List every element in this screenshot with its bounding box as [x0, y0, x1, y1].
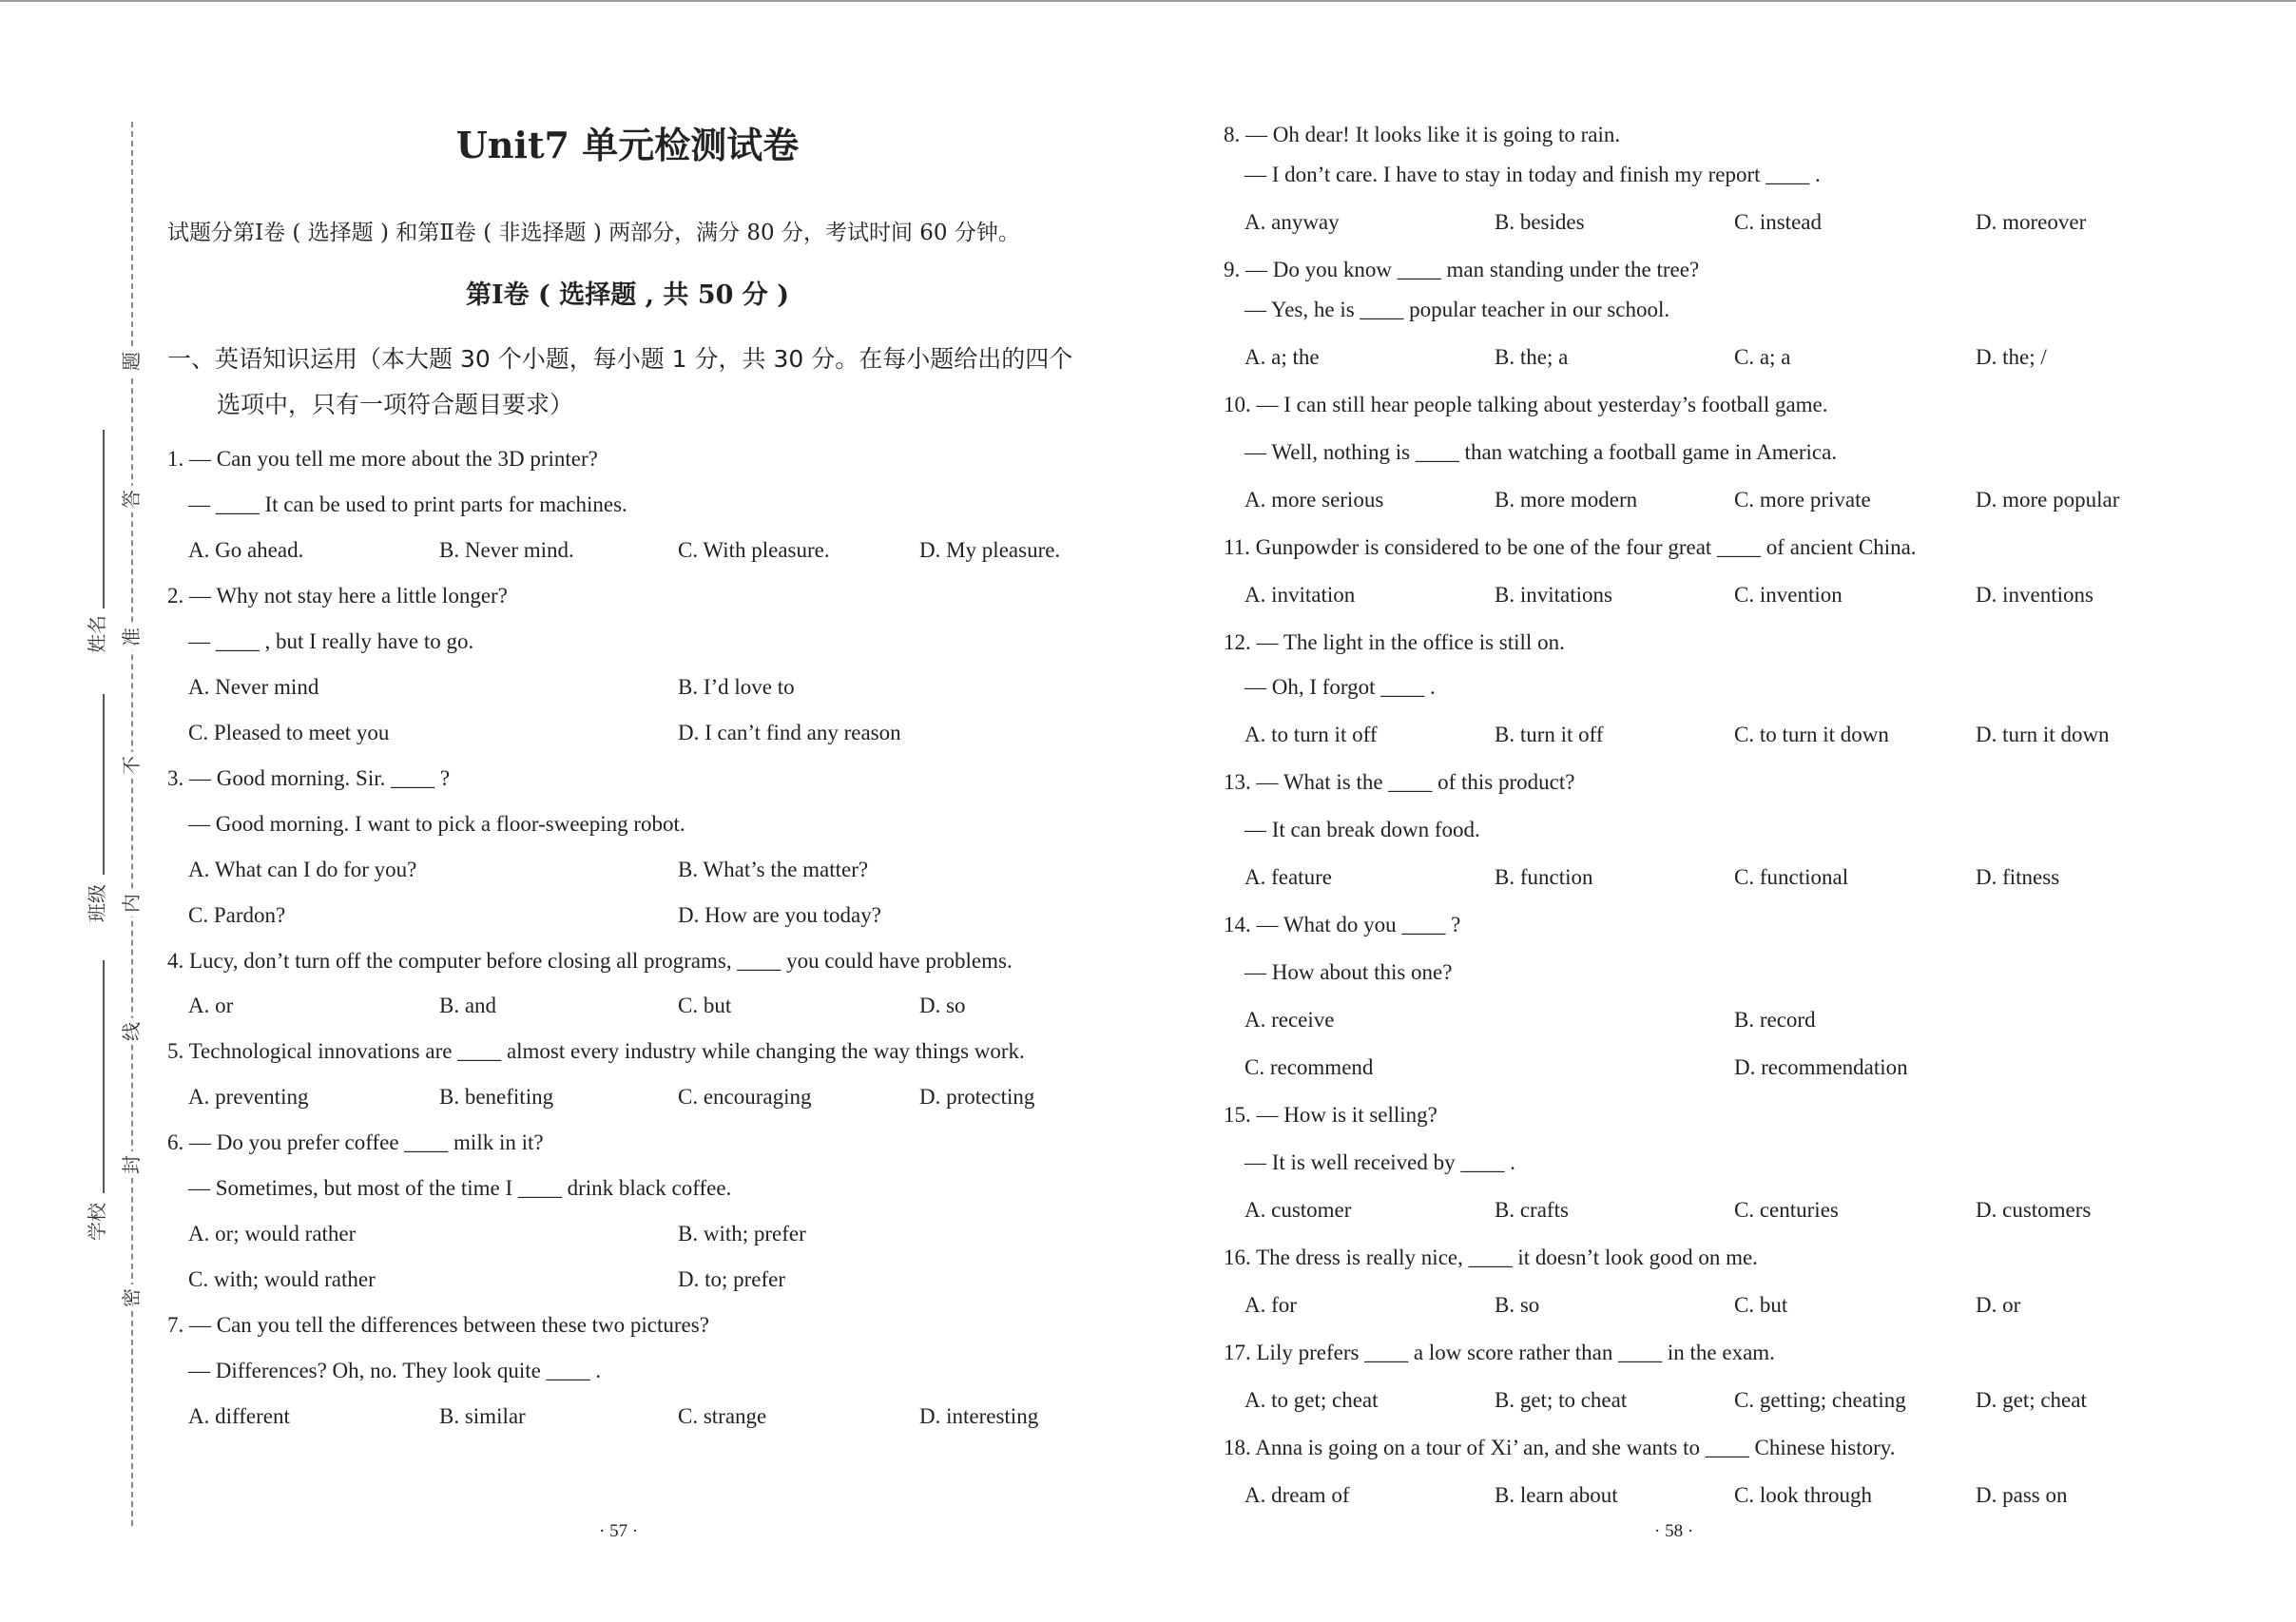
binding-seal-char: 准 [117, 624, 145, 650]
question-stem: 6. — Do you prefer coffee ____ milk in it? [167, 1130, 544, 1154]
question-dialogue-line: — It can break down food. [1244, 818, 1480, 841]
question-stem: 8. — Oh dear! It looks like it is going to rain. [1224, 123, 1621, 146]
answer-option: A. Go ahead. [188, 538, 304, 562]
binding-seal-char: 题 [117, 348, 145, 375]
answer-option: D. interesting [919, 1404, 1039, 1428]
answer-option: A. customer [1244, 1198, 1352, 1222]
answer-option: B. so [1495, 1293, 1540, 1317]
answer-option: B. What’s the matter? [678, 858, 869, 881]
answer-option: D. the; / [1976, 345, 2047, 369]
answer-option: D. I can’t find any reason [678, 721, 901, 744]
answer-option: D. inventions [1976, 583, 2093, 607]
answer-option: C. recommend [1244, 1055, 1374, 1079]
answer-option: A. dream of [1244, 1483, 1350, 1507]
answer-option: C. Pardon? [188, 903, 286, 927]
answer-option: B. similar [439, 1404, 526, 1428]
answer-option: C. instead [1734, 210, 1822, 234]
question-dialogue-line: — Oh, I forgot ____ . [1244, 675, 1436, 699]
answer-option: D. protecting [919, 1085, 1035, 1109]
answer-option: A. more serious [1244, 488, 1384, 512]
answer-option: B. I’d love to [678, 675, 795, 699]
binding-seal-char: 密 [117, 1284, 145, 1311]
question-dialogue-line: — ____ , but I really have to go. [188, 629, 474, 653]
binding-field-label: 学校 [86, 1203, 108, 1241]
answer-option: C. invention [1734, 583, 1843, 607]
answer-option: D. get; cheat [1976, 1388, 2087, 1412]
exam-intro: 试题分第Ⅰ卷 ( 选择题 ) 和第Ⅱ卷 ( 非选择题 ) 两部分，满分 80 分，考试时间 60 分钟。 [167, 221, 1020, 245]
answer-option: B. learn about [1495, 1483, 1618, 1507]
page-number-left: · 57 · [599, 1521, 639, 1541]
answer-option: B. the; a [1495, 345, 1569, 369]
question-stem: 3. — Good morning. Sir. ____ ? [167, 766, 451, 790]
answer-option: B. besides [1495, 210, 1585, 234]
question-stem: 7. — Can you tell the differences between these two pictures? [167, 1313, 709, 1337]
answer-option: C. a; a [1734, 345, 1791, 369]
question-stem: 17. Lily prefers ____ a low score rather than ____ in the exam. [1224, 1341, 1775, 1364]
answer-option: C. more private [1734, 488, 1871, 512]
answer-option: A. or; would rather [188, 1222, 357, 1245]
answer-option: C. but [1734, 1293, 1788, 1317]
question-dialogue-line: — I don’t care. I have to stay in today and finish my report ____ . [1244, 163, 1821, 186]
answer-option: D. customers [1976, 1198, 2092, 1222]
answer-option: A. Never mind [188, 675, 319, 699]
question-stem: 1. — Can you tell me more about the 3D printer? [167, 447, 598, 471]
answer-option: A. or [188, 994, 234, 1017]
answer-option: D. How are you today? [678, 903, 881, 927]
answer-option: B. function [1495, 865, 1593, 889]
answer-option: D. or [1976, 1293, 2021, 1317]
question-dialogue-line: — Well, nothing is ____ than watching a football game in America. [1244, 440, 1838, 464]
answer-option: B. record [1734, 1008, 1816, 1032]
answer-option: C. With pleasure. [678, 538, 830, 562]
question-stem: 13. — What is the ____ of this product? [1224, 770, 1575, 794]
question-stem: 11. Gunpowder is considered to be one of the four great ____ of ancient China. [1224, 535, 1917, 559]
binding-field-label: 班级 [86, 884, 108, 922]
question-dialogue-line: — Good morning. I want to pick a floor-sweeping robot. [188, 812, 685, 836]
fill-in-line [103, 694, 105, 875]
answer-option: C. getting; cheating [1734, 1388, 1906, 1412]
answer-option: A. anyway [1244, 210, 1340, 234]
answer-option: C. centuries [1734, 1198, 1839, 1222]
question-stem: 18. Anna is going on a tour of Xi’ an, and she wants to ____ Chinese history. [1224, 1436, 1896, 1459]
answer-option: A. receive [1244, 1008, 1335, 1032]
answer-option: B. turn it off [1495, 723, 1604, 746]
answer-option: B. more modern [1495, 488, 1638, 512]
answer-option: B. with; prefer [678, 1222, 806, 1245]
answer-option: D. more popular [1976, 488, 2120, 512]
exam-title: Unit7 单元检测试卷 [455, 124, 800, 166]
answer-option: B. benefiting [439, 1085, 554, 1109]
question-dialogue-line: — It is well received by ____ . [1244, 1150, 1515, 1174]
part-one-heading: 第Ⅰ卷 ( 选择题 , 共 50 分 ) [466, 280, 789, 310]
answer-option: A. a; the [1244, 345, 1320, 369]
answer-option: C. functional [1734, 865, 1849, 889]
binding-seal-char: 封 [117, 1151, 145, 1178]
question-stem: 15. — How is it selling? [1224, 1103, 1437, 1127]
question-stem: 14. — What do you ____ ? [1224, 913, 1461, 937]
answer-option: D. My pleasure. [919, 538, 1061, 562]
answer-option: A. for [1244, 1293, 1297, 1317]
answer-option: B. invitations [1495, 583, 1612, 607]
question-dialogue-line: — Sometimes, but most of the time I ____ drink black coffee. [188, 1176, 732, 1200]
answer-option: B. Never mind. [439, 538, 574, 562]
answer-option: D. moreover [1976, 210, 2087, 234]
answer-option: C. with; would rather [188, 1267, 376, 1291]
question-stem: 5. Technological innovations are ____ almost every industry while changing the way things work. [167, 1039, 1025, 1063]
question-stem: 12. — The light in the office is still on. [1224, 630, 1565, 654]
answer-option: D. pass on [1976, 1483, 2068, 1507]
answer-option: A. feature [1244, 865, 1332, 889]
fill-in-line [103, 430, 105, 608]
binding-seal-char: 线 [117, 1018, 145, 1045]
answer-option: A. to get; cheat [1244, 1388, 1379, 1412]
answer-option: D. to; prefer [678, 1267, 786, 1291]
question-dialogue-line: — Yes, he is ____ popular teacher in our school. [1244, 298, 1670, 321]
answer-option: A. What can I do for you? [188, 858, 417, 881]
answer-option: A. invitation [1244, 583, 1356, 607]
answer-option: B. and [439, 994, 497, 1017]
answer-option: D. recommendation [1734, 1055, 1908, 1079]
binding-seal-char: 内 [117, 890, 145, 917]
answer-option: D. fitness [1976, 865, 2060, 889]
answer-option: A. different [188, 1404, 290, 1428]
section-one-heading-line1: 一、英语知识运用（本大题 30 个小题，每小题 1 分，共 30 分。在每小题给出的四个 [167, 345, 1073, 373]
answer-option: B. get; to cheat [1495, 1388, 1628, 1412]
question-dialogue-line: — Differences? Oh, no. They look quite ____ . [188, 1359, 602, 1382]
binding-seal-char: 不 [117, 752, 145, 779]
answer-option: D. so [919, 994, 966, 1017]
answer-option: C. Pleased to meet you [188, 721, 390, 744]
answer-option: D. turn it down [1976, 723, 2110, 746]
binding-seal-char: 答 [117, 486, 145, 512]
question-stem: 16. The dress is really nice, ____ it doesn’t look good on me. [1224, 1245, 1758, 1269]
page-number-right: · 58 · [1654, 1521, 1694, 1541]
question-stem: 2. — Why not stay here a little longer? [167, 584, 508, 608]
answer-option: A. preventing [188, 1085, 309, 1109]
fill-in-line [103, 960, 105, 1193]
answer-option: B. crafts [1495, 1198, 1569, 1222]
answer-option: A. to turn it off [1244, 723, 1378, 746]
top-border [0, 0, 2296, 2]
binding-field-label: 姓名 [86, 615, 108, 653]
binding-dashed-line [131, 122, 133, 1526]
answer-option: C. look through [1734, 1483, 1873, 1507]
answer-option: C. strange [678, 1404, 767, 1428]
question-dialogue-line: — How about this one? [1244, 960, 1453, 984]
question-dialogue-line: — ____ It can be used to print parts for machines. [188, 492, 627, 516]
section-one-heading-line2: 选项中，只有一项符合题目要求） [217, 391, 574, 418]
answer-option: C. encouraging [678, 1085, 812, 1109]
question-stem: 4. Lucy, don’t turn off the computer before closing all programs, ____ you could have problems. [167, 949, 1013, 973]
question-stem: 10. — I can still hear people talking about yesterday’s football game. [1224, 393, 1828, 416]
answer-option: C. but [678, 994, 732, 1017]
answer-option: C. to turn it down [1734, 723, 1889, 746]
question-stem: 9. — Do you know ____ man standing under the tree? [1224, 258, 1700, 281]
